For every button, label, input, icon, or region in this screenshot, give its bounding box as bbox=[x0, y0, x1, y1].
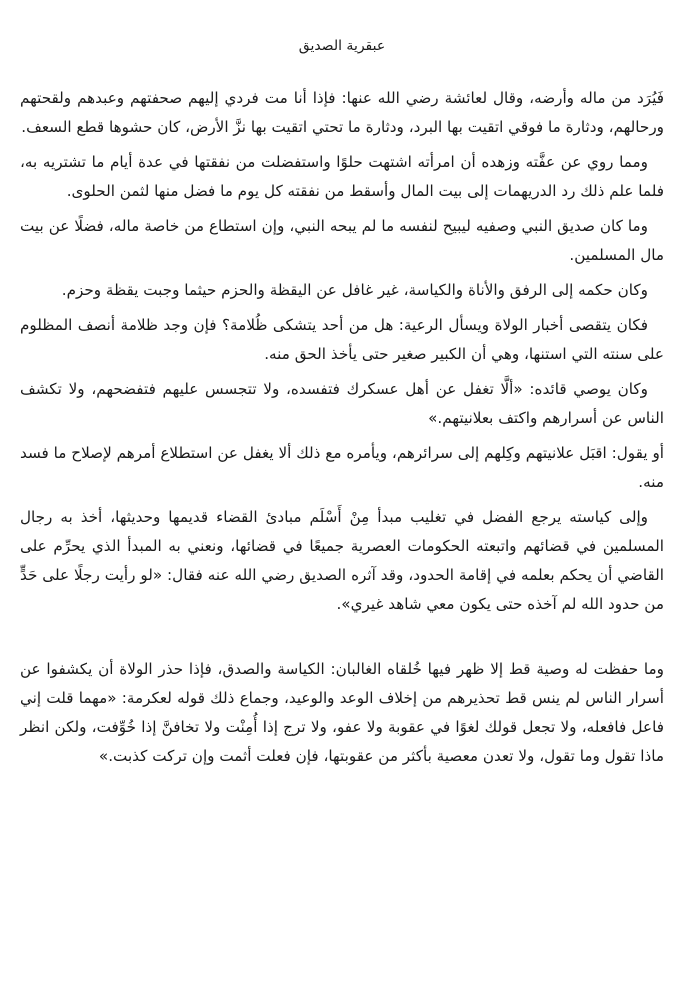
running-title: عبقرية الصديق bbox=[298, 38, 386, 54]
paragraph-prophet-companion: وما كان صديق النبي وصفيه ليبيح لنفسه ما لم يبحه النبي، وإن استطاع من خاصة ماله، فضلًا عن بيت مال المسلمين. bbox=[20, 217, 664, 264]
paragraph-governors-news: فكان يتقصى أخبار الولاة ويسأل الرعية: هل من أحد يتشكى ظُلامة؟ فإن وجد ظلامة أنصف المظلوم على سنته التي استنها، وهي أن الكبير صغير حتى يأخذ الحق منه. bbox=[20, 316, 664, 363]
paragraph-governance: وكان حكمه إلى الرفق والأناة والكياسة، غير غافل عن اليقظة والحزم حيثما وجبت يقظة وحزم. bbox=[61, 281, 648, 299]
paragraph-estate-return: فَيُرَد من ماله وأرضه، وقال لعائشة رضي الله عنها: فإذا أنا مت فردي إليهم صحفتهم وعبدهم ولقحتهم ورحالهم، ودثارة ما فوقي اتقيت بها البرد، ودثارة ما تحتي اتقيت بها نزَّ الأرض، كان حشوها قطع السعف. bbox=[20, 89, 664, 136]
paragraph-accept-public: أو يقول: اقبَل علانيتهم وكِلهم إلى سرائرهم، ويأمره مع ذلك ألا يغفل عن استطلاع أمرهم لإصلاح ما فسد منه. bbox=[20, 444, 664, 491]
book-page bbox=[20, 0, 664, 1000]
paragraph-judicial-principle: وإلى كياسته يرجع الفضل في تغليب مبدأ مِنْ أَسْلَم مبادئ القضاء قديمها وحديثها، أخذ به رجال المسلمين في قضائهم واتبعته الحكومات العصرية جميعًا في قضائها، ونعني به المبدأ الذي يحرِّم على القاضي أن يحكم بعلمه في إقامة الحدود، وقد آثره الصديق رضي الله عنه فقال: «لو رأيت رجلًا على حَدٍّ من حدود الله لم آخذه حتى يكون معي شاهد غيري». bbox=[20, 508, 664, 613]
paragraph-sweets-story: ومما روي عن عفَّته وزهده أن امرأته اشتهت حلوًا واستفضلت من نفقتها في عدة أيام ما تشتريه به، فلما علم ذلك رد الدريهمات إلى بيت المال وأسقط من نفقته كل يوم ما فضل منها لثمن الحلوى. bbox=[20, 153, 664, 200]
page-body bbox=[20, 84, 664, 771]
paragraph-commander-advice: وكان يوصي قائده: «ألَّا تغفل عن أهل عسكرك فتفسده، ولا تتجسس عليهم فتفضحهم، ولا تكشف الناس عن أسرارهم واكتف بعلانيتهم.» bbox=[20, 380, 664, 427]
paragraph-ikrimah-advice: وما حفظت له وصية قط إلا ظهر فيها خُلقاه الغالبان: الكياسة والصدق، فإذا حذر الولاة أن يكشفوا عن أسرار الناس لم ينس قط تحذيرهم من إخلاف الوعد والوعيد، وجماع ذلك قوله لعكرمة: «مهما قلت إني فاعل فافعله، ولا تجعل قولك لغوًا في عقوبة ولا عفو، ولا ترج إذا أُمِنْت ولا تخافنَّ إذا خُوِّفت، ولكن انظر ماذا تقول وما تقول، ولا تعدن معصية بأكثر من عقوبتها، فإن فعلت أثمت وإن تركت كذبت.» bbox=[20, 660, 664, 765]
